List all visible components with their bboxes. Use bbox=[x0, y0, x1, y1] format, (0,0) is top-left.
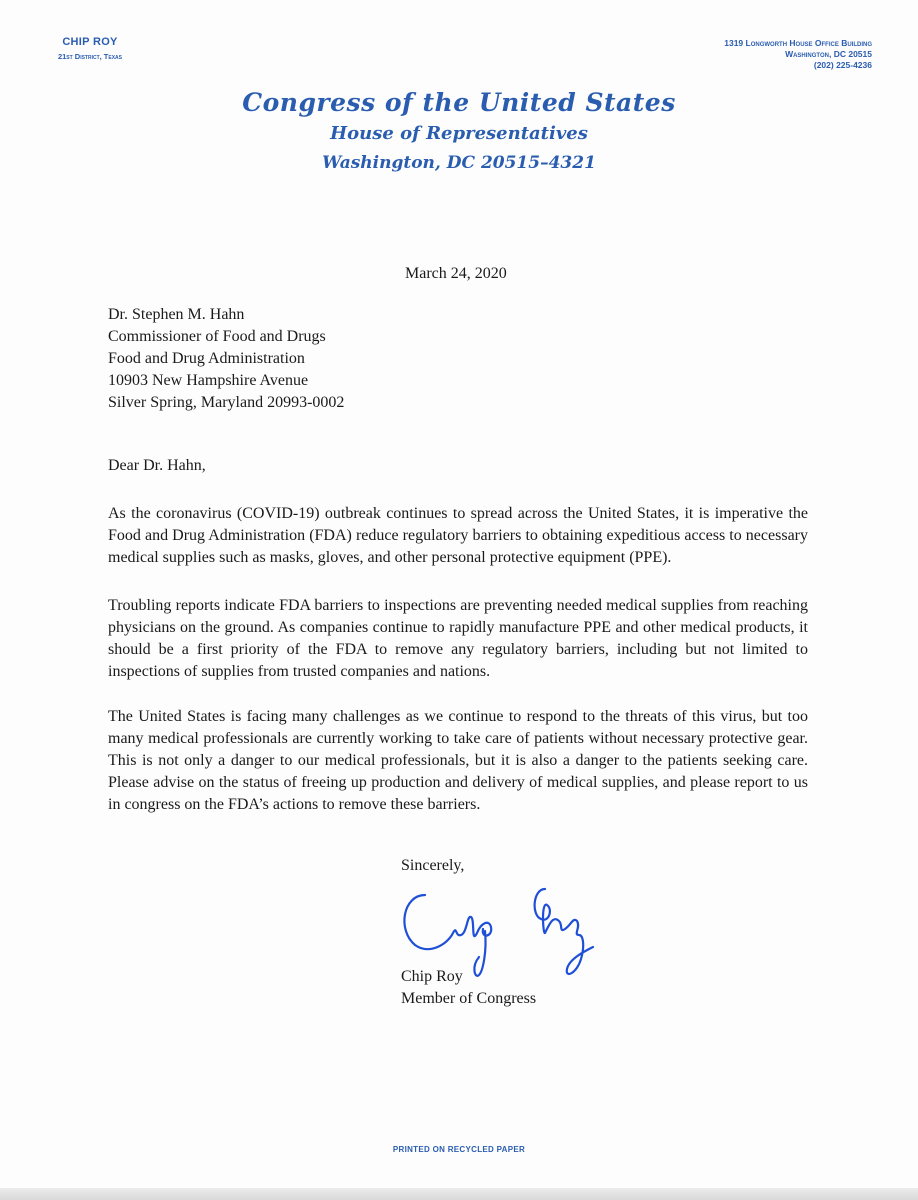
signer-block bbox=[401, 966, 536, 1010]
letterhead-congress: Congress of the United States bbox=[242, 88, 676, 117]
signer-title: Member of Congress bbox=[401, 990, 537, 1007]
office-line-2: Washington, DC 20515 bbox=[785, 49, 872, 59]
recipient-city: Silver Spring, Maryland 20993-0002 bbox=[108, 394, 345, 411]
letter-date: March 24, 2020 bbox=[405, 265, 507, 282]
member-district: 21st District, Texas bbox=[57, 52, 123, 61]
letterhead-house: House of Representatives bbox=[330, 123, 588, 144]
body-paragraph: The United States is facing many challenges as we continue to respond to the threats of this virus, but too many medical professionals are currently working to take care of patients without necessary protective gear. This is not only a danger to our medical professionals, but it is also a danger to the patients seeking care. Please advise on the status of freeing up production and delivery of medical supplies, and please report to us in congress on the FDA’s actions to remove these barriers. bbox=[108, 708, 808, 813]
salutation: Dear Dr. Hahn, bbox=[108, 457, 206, 474]
page-edge bbox=[0, 1188, 918, 1200]
recipient-street: 10903 New Hampshire Avenue bbox=[108, 372, 309, 389]
recipient-address bbox=[108, 304, 344, 414]
member-name: CHIP ROY bbox=[62, 36, 118, 48]
body-paragraph: Troubling reports indicate FDA barriers to inspections are preventing needed medical supplies from reaching physicians on the ground. As companies continue to rapidly manufacture PPE and other medical products, it should be a first priority of the FDA to remove any regulatory barriers, including but not limited to inspections of supplies from trusted companies and nations. bbox=[108, 597, 808, 680]
body-paragraph: As the coronavirus (COVID-19) outbreak continues to spread across the United States, it is imperative the Food and Drug Administration (FDA) reduce regulatory barriers to obtaining expeditious access to necessary medical supplies such as masks, gloves, and other personal protective equipment (PPE). bbox=[108, 505, 808, 566]
recipient-name: Dr. Stephen M. Hahn bbox=[108, 306, 245, 323]
office-address bbox=[632, 38, 872, 71]
office-line-1: 1319 Longworth House Office Building bbox=[724, 38, 872, 48]
recipient-title: Commissioner of Food and Drugs bbox=[108, 328, 326, 345]
office-phone: (202) 225-4236 bbox=[813, 60, 872, 70]
signer-name: Chip Roy bbox=[401, 968, 463, 985]
closing: Sincerely, bbox=[401, 857, 465, 874]
letterhead-city: Washington, DC 20515–4321 bbox=[322, 153, 596, 173]
recipient-agency: Food and Drug Administration bbox=[108, 350, 305, 367]
footer-recycled: PRINTED ON RECYCLED PAPER bbox=[392, 1145, 526, 1154]
